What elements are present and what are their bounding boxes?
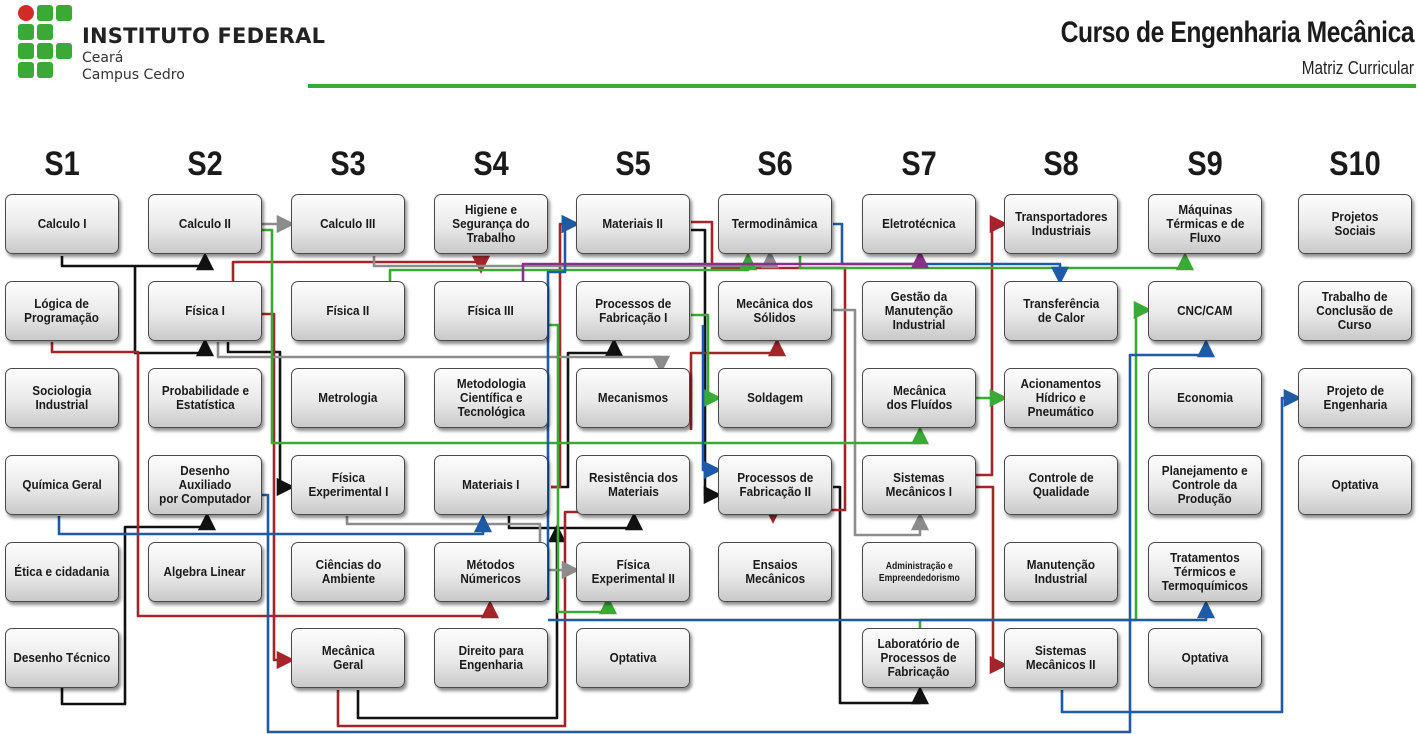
institute-logo (18, 5, 76, 83)
course-box (291, 194, 405, 254)
course-box (148, 281, 262, 341)
course-box (148, 194, 262, 254)
course-box (718, 455, 832, 515)
course-box (1148, 542, 1262, 602)
course-box (5, 628, 119, 688)
course-label: Sistemas Mecânicos II (1026, 643, 1096, 672)
institute-state: Ceará (82, 50, 124, 66)
course-box (862, 368, 976, 428)
course-box (434, 628, 548, 688)
course-label: Tratamentos Térmicos e Termoquímicos (1161, 550, 1249, 593)
course-label: Processos de Fabricação II (736, 470, 814, 499)
course-label: Ensaios Mecânicos (745, 557, 805, 586)
course-label: Mecanismos (597, 390, 669, 405)
course-box (1298, 455, 1412, 515)
course-box (576, 628, 690, 688)
course-label: Máquinas Térmicas e de Fluxo (1165, 202, 1245, 245)
course-box (1148, 194, 1262, 254)
course-label: Calculo II (178, 216, 232, 231)
course-label: Química Geral (22, 477, 102, 492)
course-label: Materiais I (462, 477, 520, 492)
course-label: Física Experimental II (591, 557, 675, 586)
semester-header-s10: S10 (1329, 145, 1381, 183)
course-label: Física I (185, 303, 225, 318)
course-box (434, 368, 548, 428)
course-label: Projetos Sociais (1331, 209, 1379, 238)
course-box (862, 455, 976, 515)
course-box (434, 455, 548, 515)
course-label: Optativa (609, 650, 657, 665)
course-box (1148, 455, 1262, 515)
course-label: Direito para Engenharia (458, 643, 524, 672)
course-title: Curso de Engenharia Mecânica (1060, 16, 1414, 49)
course-label: Calculo I (37, 216, 87, 231)
course-label: Mecânica dos Fluídos (886, 383, 952, 412)
course-label: Transferência de Calor (1022, 296, 1100, 325)
course-label: Física Experimental I (308, 470, 388, 499)
semester-header-s4: S4 (473, 145, 509, 183)
course-box (1298, 368, 1412, 428)
course-box (1298, 194, 1412, 254)
course-label: Termodinâmica (732, 216, 818, 231)
course-subtitle: Matriz Curricular (1301, 58, 1414, 78)
course-box (5, 542, 119, 602)
course-label: Mecânica Geral (321, 643, 375, 672)
course-label: Física III (467, 303, 515, 318)
course-label: Optativa (1181, 650, 1229, 665)
course-box (1004, 281, 1118, 341)
course-box (291, 542, 405, 602)
course-label: Sistemas Mecânicos I (885, 470, 953, 499)
course-label: Materiais II (602, 216, 664, 231)
course-label: Ética e cidadania (14, 564, 110, 579)
course-box (718, 194, 832, 254)
semester-header-s5: S5 (615, 145, 651, 183)
course-label: Acionamentos Hídrico e Pneumático (1020, 376, 1102, 419)
course-label: Desenho Auxiliado por Computador (159, 463, 251, 506)
course-box (5, 281, 119, 341)
course-box (1004, 194, 1118, 254)
course-box (718, 368, 832, 428)
course-box (5, 455, 119, 515)
course-box (5, 368, 119, 428)
course-label: Sociologia Industrial (32, 383, 92, 412)
course-label: Gestão da Manutenção Industrial (884, 289, 954, 332)
course-label: Probabilidade e Estatística (161, 383, 249, 412)
institute-campus: Campus Cedro (82, 67, 185, 83)
course-label: Processos de Fabricação I (594, 296, 672, 325)
semester-header-s7: S7 (901, 145, 937, 183)
course-label: Higiene e Segurança do Trabalho (452, 202, 530, 245)
course-box (576, 542, 690, 602)
course-label: Economia (1177, 390, 1233, 405)
course-label: Resistência dos Materiais (588, 470, 678, 499)
course-box (862, 281, 976, 341)
course-box (1298, 281, 1412, 341)
course-label: Laboratório de Processos de Fabricação (878, 636, 960, 679)
course-box (1004, 368, 1118, 428)
course-label: Mecânica dos Sólidos (736, 296, 814, 325)
course-box (1004, 542, 1118, 602)
header-divider (308, 84, 1416, 88)
course-label: Eletrotécnica (882, 216, 956, 231)
course-box (1148, 628, 1262, 688)
course-label: Calculo III (320, 216, 376, 231)
course-box (862, 628, 976, 688)
course-label: Manutenção Industrial (1026, 557, 1096, 586)
semester-header-s3: S3 (330, 145, 366, 183)
course-box (291, 368, 405, 428)
institute-name: INSTITUTO FEDERAL (82, 24, 326, 48)
course-label: Controle de Qualidade (1028, 470, 1094, 499)
course-label: CNC/CAM (1177, 303, 1233, 318)
semester-header-s8: S8 (1043, 145, 1079, 183)
course-label: Física II (326, 303, 370, 318)
semester-header-s9: S9 (1187, 145, 1223, 183)
course-box (718, 281, 832, 341)
course-label: Projeto de Engenharia (1323, 383, 1387, 412)
course-box (434, 194, 548, 254)
course-box (1148, 368, 1262, 428)
course-box (576, 281, 690, 341)
course-label: Administração e Empreendedorismo (878, 560, 960, 584)
course-label: Optativa (1331, 477, 1379, 492)
course-box (1004, 628, 1118, 688)
course-label: Desenho Técnico (13, 650, 111, 665)
course-box (148, 542, 262, 602)
course-box (862, 542, 976, 602)
semester-header-s1: S1 (44, 145, 80, 183)
course-box (576, 455, 690, 515)
course-label: Soldagem (747, 390, 803, 405)
course-label: Trabalho de Conclusão de Curso (1316, 289, 1394, 332)
course-box (148, 368, 262, 428)
course-label: Métodos Númericos (460, 557, 522, 586)
course-box (1004, 455, 1118, 515)
course-label: Metodologia Científica e Tecnológica (456, 376, 526, 419)
course-box (291, 455, 405, 515)
course-box (291, 281, 405, 341)
course-box (5, 194, 119, 254)
course-box (1148, 281, 1262, 341)
course-label: Lógica de Programação (24, 296, 100, 325)
course-box (576, 194, 690, 254)
logo-red-dot (18, 5, 34, 21)
course-box (434, 281, 548, 341)
semester-header-s6: S6 (757, 145, 793, 183)
course-label: Transportadores Industriais (1014, 209, 1108, 238)
course-label: Ciências do Ambiente (315, 557, 381, 586)
course-box (148, 455, 262, 515)
course-box (434, 542, 548, 602)
course-box (862, 194, 976, 254)
course-label: Algebra Linear (164, 564, 246, 579)
course-label: Planejamento e Controle da Produção (1162, 463, 1248, 506)
course-box (576, 368, 690, 428)
course-box (718, 542, 832, 602)
course-box (291, 628, 405, 688)
semester-header-s2: S2 (187, 145, 223, 183)
course-label: Metrologia (318, 390, 378, 405)
